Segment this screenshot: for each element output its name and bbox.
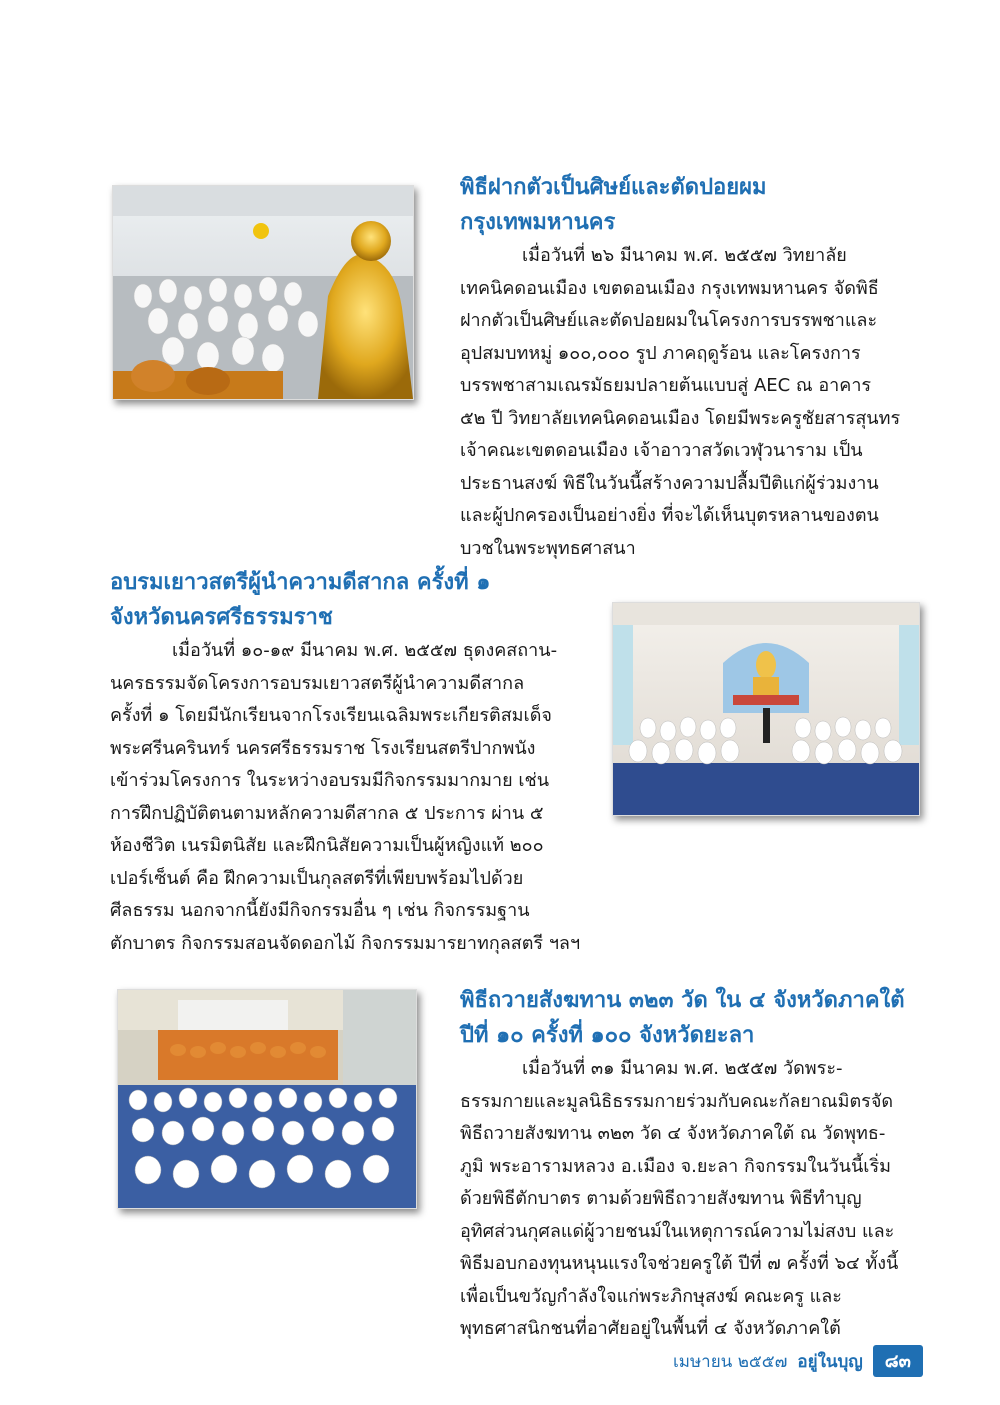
article-1-body-line: เจ้าคณะเขตดอนเมือง เจ้าอาวาสวัดเวฬุวนาราม เป็น [460,440,863,461]
article-3 [460,983,925,1346]
page-footer [458,1347,923,1375]
article-3-body-line: เมื่อวันที่ ๓๑ มีนาคม พ.ศ. ๒๕๕๗ วัดพระ- [522,1058,843,1079]
article-1-title [460,170,925,240]
article-2-body [110,635,585,960]
article-2-body-line: การฝึกปฏิบัติตนตามหลักความดีสากล ๕ ประการ ผ่าน ๕ [110,802,544,824]
article-1-body [460,240,925,565]
page-number: ๘๓ [873,1345,923,1377]
article-1-body-line: ฝากตัวเป็นศิษย์และตัดปอยผมในโครงการบรรพชาและ [460,310,878,331]
article-3-body [460,1053,925,1346]
article-2-body-line: พระศรีนครินทร์ นครศรีธรรมราช โรงเรียนสตรีปากพนัง [110,737,536,759]
article-1 [460,170,925,565]
article-1-body-line: อุปสมบทหมู่ ๑๐๐,๐๐๐ รูป ภาคฤดูร้อน และโครงการ [460,342,861,364]
article-3-body-line: พิธีมอบกองทุนหนุนแรงใจช่วยครูใต้ ปีที่ ๗ ครั้งที่ ๖๔ ทั้งนี้ [460,1253,899,1274]
article-2-title-line: จังหวัดนครศรีธรรมราช [110,605,333,630]
article-3-body-line: ด้วยพิธีตักบาตร ตามด้วยพิธีถวายสังฆทาน พิธีทำบุญ [460,1188,862,1209]
article-2-body-line: เมื่อวันที่ ๑๐-๑๙ มีนาคม พ.ศ. ๒๕๕๗ ธุดงคสถาน- [172,640,558,661]
article-2-body-line: ตักบาตร กิจกรรมสอนจัดดอกไม้ กิจกรรมมารยาทกุลสตรี ฯลฯ [110,932,581,954]
article-3-body-line: ภูมิ พระอารามหลวง อ.เมือง จ.ยะลา กิจกรรมในวันนี้เริ่ม [460,1155,891,1177]
article-3-body-line: เพื่อเป็นขวัญกำลังใจแก่พระภิกษุสงฆ์ คณะครู และ [460,1285,842,1307]
article-2-body-line: นครธรรมจัดโครงการอบรมเยาวสตรีผู้นำความดีสากล [110,672,525,694]
article-1-body-line: และผู้ปกครองเป็นอย่างยิ่ง ที่จะได้เห็นบุตรหลานของตน [460,505,879,526]
article-1-body-line: ประธานสงฆ์ พิธีในวันนี้สร้างความปลื้มปีติแก่ผู้ร่วมงาน [460,472,879,494]
article-2-body-line: ศีลธรรม นอกจากนี้ยังมีกิจกรรมอื่น ๆ เช่น กิจกรรมฐาน [110,900,530,921]
article-2-title [110,565,585,635]
article-3-title [460,983,925,1053]
photo-women-training-hall [612,602,920,816]
article-1-body-line: ๕๒ ปี วิทยาลัยเทคนิคดอนเมือง โดยมีพระครูชัยสารสุนทร [460,407,901,429]
article-1-body-line: เทคนิคดอนเมือง เขตดอนเมือง กรุงเทพมหานคร จัดพิธี [460,277,879,299]
article-1-body-line: เมื่อวันที่ ๒๖ มีนาคม พ.ศ. ๒๕๕๗ วิทยาลัย [522,245,847,266]
article-2-body-line: ครั้งที่ ๑ โดยมีนักเรียนจากโรงเรียนเฉลิมพระเกียรติสมเด็จ [110,705,552,726]
article-3-body-line: พิธีถวายสังฆทาน ๓๒๓ วัด ๔ จังหวัดภาคใต้ ณ วัดพุทธ- [460,1123,886,1144]
photo-sangha-dana-ceremony [117,989,417,1209]
article-2-title-line: อบรมเยาวสตรีผู้นำความดีสากล ครั้งที่ ๑ [110,570,491,595]
article-2-body-line: เข้าร่วมโครงการ ในระหว่างอบรมมีกิจกรรมมากมาย เช่น [110,770,550,791]
article-3-title-line: พิธีถวายสังฆทาน ๓๒๓ วัด ใน ๔ จังหวัดภาคใต้ [460,988,905,1013]
article-3-title-line: ปีที่ ๑๐ ครั้งที่ ๑๐๐ จังหวัดยะลา [460,1023,755,1048]
article-3-body-line: ธรรมกายและมูลนิธิธรรมกายร่วมกับคณะกัลยาณมิตรจัด [460,1090,894,1112]
issue-date: เมษายน ๒๕๕๗ [672,1351,788,1372]
article-1-title-line: พิธีฝากตัวเป็นศิษย์และตัดปอยผม [460,175,767,200]
article-1-body-line: บวชในพระพุทธศาสนา [460,537,636,559]
article-1-body-line: บรรพชาสามเณรมัธยมปลายต้นแบบสู่ AEC ณ อาคาร [460,375,872,396]
article-3-body-line: พุทธศาสนิกชนที่อาศัยอยู่ในพื้นที่ ๔ จังหวัดภาคใต้ [460,1318,841,1339]
article-2-body-line: ห้องชีวิต เนรมิตนิสัย และฝึกนิสัยความเป็นผู้หญิงแท้ ๒๐๐ [110,835,544,856]
article-2 [110,565,585,960]
magazine-name: อยู่ในบุญ [797,1351,863,1372]
article-1-title-line: กรุงเทพมหานคร [460,210,616,235]
photo-ordination-ceremony [112,185,414,400]
article-3-body-line: อุทิศส่วนกุศลแด่ผู้วายชนม์ในเหตุการณ์ความไม่สงบ และ [460,1220,895,1242]
article-2-body-line: เปอร์เซ็นต์ คือ ฝึกความเป็นกุลสตรีที่เพียบพร้อมไปด้วย [110,867,524,889]
